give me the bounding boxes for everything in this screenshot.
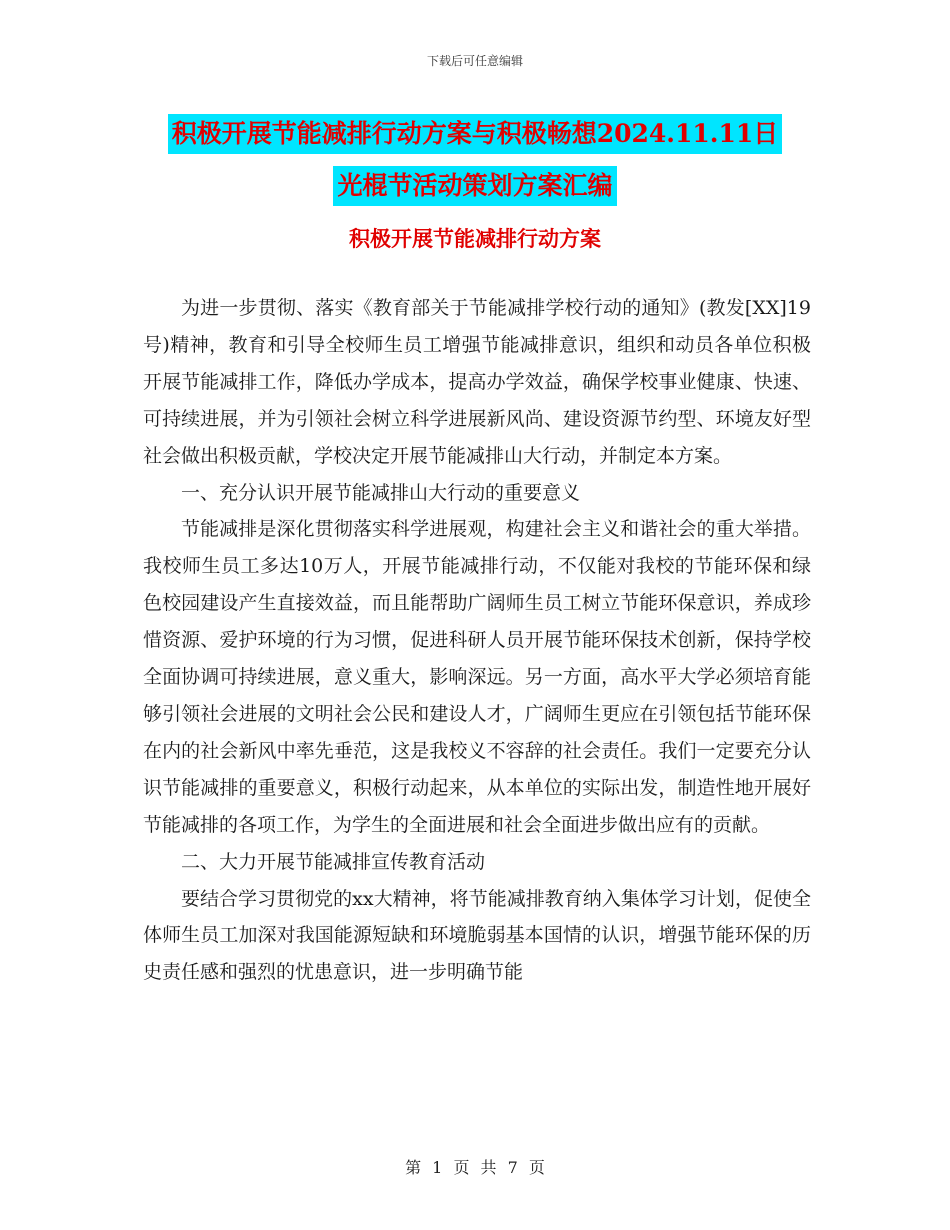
body-text	[143, 290, 811, 991]
paragraph-intro: 为进一步贯彻、落实《教育部关于节能减排学校行动的通知》(教发[XX]19号)精神，教育和引导全校师生员工增强节能减排意识，组织和动员各单位积极开展节能减排工作，降低办学成本，提高办学效益，确保学校事业健康、快速、可持续进展，并为引领社会树立科学进展新风尚、建设资源节约型、环境友好型社会做出积极贡献，学校决定开展节能减排山大行动，并制定本方案。	[143, 297, 811, 467]
paragraph-section-1: 节能减排是深化贯彻落实科学进展观，构建社会主义和谐社会的重大举措。我校师生员工多达10万人，开展节能减排行动，不仅能对我校的节能环保和绿色校园建设产生直接效益，而且能帮助广阔师生员工树立节能环保意识，养成珍惜资源、爱护环境的行为习惯，促进科研人员开展节能环保技术创新，保持学校全面协调可持续进展，意义重大，影响深远。另一方面，高水平大学必须培育能够引领社会进展的文明社会公民和建设人才，广阔师生更应在引领包括节能环保在内的社会新风中率先垂范，这是我校义不容辞的社会责任。我们一定要充分认识节能减排的重要意义，积极行动起来，从本单位的实际出发，制造性地开展好节能减排的各项工作，为学生的全面进展和社会全面进步做出应有的贡献。	[143, 518, 811, 836]
paragraph-section-2: 要结合学习贯彻党的xx大精神，将节能减排教育纳入集体学习计划，促使全体师生员工加深对我国能源短缺和环境脆弱基本国情的认识，增强节能环保的历史责任感和强烈的忧患意识，进一步明确节能	[143, 887, 811, 984]
title-line-1: 积极开展节能减排行动方案与积极畅想2024.11.11日	[168, 114, 783, 154]
heading-section-1: 一、充分认识开展节能减排山大行动的重要意义	[181, 481, 581, 504]
section-title: 积极开展节能减排行动方案	[349, 226, 601, 251]
document-title	[0, 108, 950, 212]
page-header: 下载后可任意编辑	[426, 54, 523, 68]
title-line-2: 光棍节活动策划方案汇编	[333, 166, 616, 206]
page-number: 第 1 页 共 7 页	[405, 1158, 545, 1177]
heading-section-2: 二、大力开展节能减排宣传教育活动	[181, 850, 486, 873]
